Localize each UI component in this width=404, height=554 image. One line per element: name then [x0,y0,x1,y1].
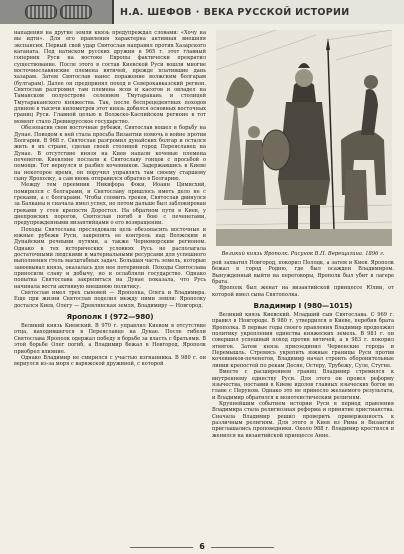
paragraph: Великий князь Киевский. В 970 г. управлял Киевом в отсутствие отца, находившегося в Переяславце на Дунае. После гибели Святослава Ярополк одержал победу в борьбе за власть с братьями. В этой борьбе Олег погиб, а Владимир бежал в Новгород. Ярополк приобрел влияние. [14,323,206,355]
paragraph: Вместе с расширением границ Владимир стремился к внутреннему единству Руси. Для этого он провел реформу язычества, поставив в Киеве идолов главных языческих богов во главе с Перуном. Однако это не принесло желаемого результата, и Владимир обратился к монотеистическим религиям. [212,369,394,401]
paragraph: Великий князь Киевский. Младший сын Святослава. С 969 г. правил в Новгороде. В 980 г. утвердился в Киеве, перебив брата Ярополка. В первые годы своего правления Владимир продолжил политику укрепления единства княжеских земель. В 981 г. он совершил успешный поход против вятичей, а в 983 г. покорил ятвягов. Затем князь присоединил Червенские города и Перемышль. Стремясь укрепить южные границы Руси против кочевников-печенегов, Владимир начал строить оборонительные линии крепостей по рекам Десне, Остеру, Трубежу, Суле, Стугне. [212,312,394,369]
paragraph: Ярополк был женат на византийской принцессе Юлии, от которой имел сына Святополка. [212,285,394,298]
left-column [14,30,206,368]
illustration-caption: Великий князь Ярополк. Рисунок В.П. Верещагина. 1896 г. [221,251,385,257]
page-number: 6 [193,542,211,551]
right-column [212,260,394,439]
header-author: Н.А. ШЕФОВ [120,6,192,18]
paragraph: Между тем преемник Никифора Фоки, Иоанн Цимисхий, помирился с болгарами, и Святославу пришлось иметь дело не с греками, а с болгарами. Чтобы сломить греков, Святослав двинулся за Балканы и сначала имел успех, но потом дальше был заблокирован греками у стен крепости Доростол. На обратном пути в Киев, у днепровских порогов, Святослав погиб в бою с печенегами, предупрежденными византийцами о его возвращении. [14,182,206,227]
paragraph: нападения на другие земли князь предупреждал словами: «Хочу на вы идти». Для его правления характерна активная внешняя экспансия. Первый свой удар Святослав направил против Хазарского каганата. Под натиском русских дружин в 965 г. этот главный соперник Руси на востоке Европы фактически прекратил существование. После этого в состав Киевской Руси вошли многие восточнославянские племена вятичей, прежде платившие дань хазарам. Затем Святослав нанес поражение волжским болгарам (булгарам). Далее он предпринял поход в Северокавказский регион. Святослав разгромил там племена ясов и касогов и овладел на Таманском полуострове селением Тмутаракань и столицей Тмутараканского княжества. Так, после беспрецедентных походов длиною в тысячи километров этот князь добился основных восточных границ Руси. Главной целью в Волжско-Каспийском регионе в тот момент стало Древнерусское государство. [14,30,206,125]
header-ornament [4,0,112,24]
section-heading-yaropolk: Ярополк I (972—980) [66,312,154,322]
section-heading-vladimir: Владимир I (980—1015) [253,301,353,311]
paragraph: Обезопасив свои восточные рубежи, Святослав вошел в борьбу на Дунае. Поводом к ней стала просьба Византии помочь в войне против Болгарии. В 968 г. Святослав разгромил дунайских болгар и остался жить в их стране, сделав своей столицей город Переяславец на Дунае. В отсутствие князя на Киев напали кочевые племена печенегов. Киевляне послали к Святославу гонцов с просьбой о помощи. Тот вернулся и разбил кочевников. Задержавшись в Киеве на некоторое время, он поручил управлять там своему старшему сыну Ярополку, а сам вновь отправился обратно в Болгарию. [14,125,206,182]
paragraph: Походы Святослава преследовали цель обезопасить восточные и южные рубежи Руси, закрепить ее контроль над Волжским и Дунайским речными путями, а также Черноморским регионом. Однако в тех исторических условиях Русь не располагала достаточными людскими и материальными ресурсами для успешного выполнения столь масштабных задач. Большая часть земель, которые завоевывал князь, оказалась для нее потерянной. Походы Святослава приносили славу и добычу, но и ослабляли государство. Однако попытка Святослава закрепиться на Дунае показала, что Русь начинала вести активную внешнюю политику. [14,226,206,290]
page-header [0,0,404,24]
ornament-left [25,5,57,19]
engraving-image [216,30,392,246]
paragraph: Крупнейшим событием истории Руси в период правления Владимира стала религиозная реформа и принятие христианства. Сначала Владимир решил проверить приверженность к различным религиям. Для этого в Киев из Рима и Византии приглашались проповедники. Около 988 г. Владимир крестился и женился на византийской принцессе Анне. [212,400,394,439]
paragraph: Святослав имел трех сыновей — Ярополка, Олега и Владимира. Еще при жизни Святослав поделил между ними земли: Ярополку достался Киев, Олегу — Древлянская земля, Владимиру — Новгород. [14,290,206,309]
illustration-yaropolk [216,30,392,246]
header-book-title: ВЕКА РУССКОЙ ИСТОРИИ [203,6,350,18]
ornament-right [60,5,92,19]
paragraph: Однако Владимир не смирился с участью изгнанника. В 980 г. он вернулся из-за моря с варяжской дружиной, с которой [14,354,206,368]
running-title: Н.А. ШЕФОВ · ВЕКА РУССКОЙ ИСТОРИИ [112,0,404,24]
paragraph: рой захватил Новгород, покорил Полоцк, а затем и Киев. Ярополк бежал в город Родню, где был осажден Владимиром. Вынужденный выйти на переговоры, Ярополк был убит в лагере брата. [212,260,394,286]
page-number-wrap [0,542,404,551]
